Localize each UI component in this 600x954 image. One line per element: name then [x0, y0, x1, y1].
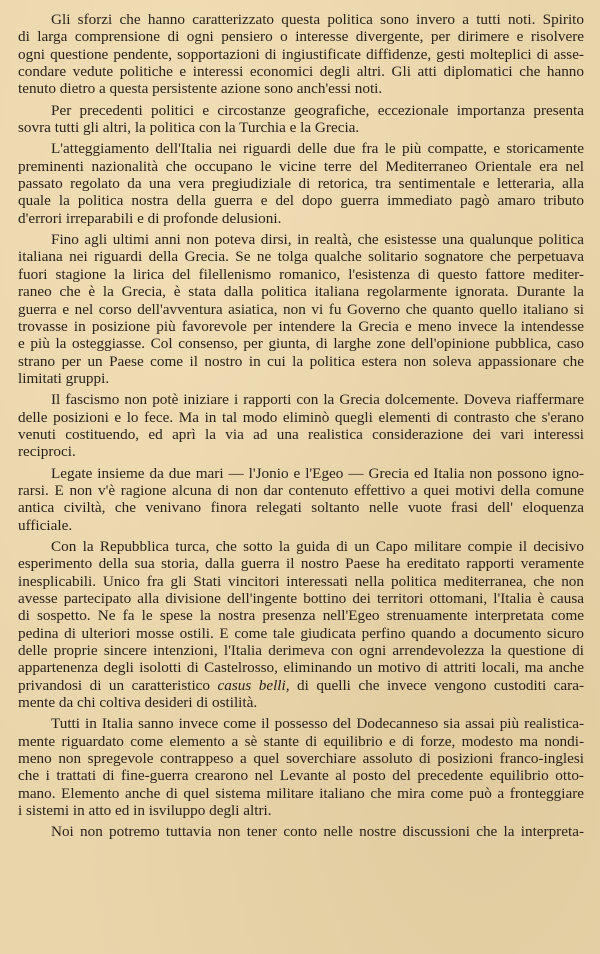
text-line: preminenti nazionalità che occupano le vicine terre del Mediterraneo Orientale era nel: [18, 157, 584, 175]
text-line: Legate insieme da due mari — l'Jonio e l'Egeo — Grecia ed Italia non possono igno-: [51, 464, 584, 482]
paragraph-2: [18, 102, 584, 137]
text-line: mente riguardato come elemento a sè stante di equilibrio e di forze, modesto ma nondi-: [18, 732, 584, 750]
text-line: Per precedenti politici e circostanze geografiche, eccezionale importanza presenta: [51, 101, 584, 119]
text-line: Tutti in Italia sanno invece come il possesso del Dodecanneso sia assai più realistica-: [51, 715, 584, 733]
paragraph-1: [18, 11, 584, 98]
text-line: che i trattati di fine-guerra crearono nel Levante al posto del precedente equilibrio otto-: [18, 767, 584, 785]
text-line: e più la osteggiasse. Col consenso, per giunta, di larghe zone dell'opinione pubblica, caso: [18, 335, 584, 353]
text-line: venuti costituendo, ed aprì la via ad una realistica considerazione dei vari interessi: [18, 425, 584, 443]
text-line: di larga comprensione di ogni pensiero o interesse divergente, per dirimere e risolvere: [18, 28, 584, 46]
text-line: pedina di ulteriori mosse ostili. E come tale giudicata perfino quando a documento sicuro: [18, 624, 584, 642]
text-line: antica civiltà, che venivano finora relegati soltanto nelle vuote frasi dell' eloquenza: [18, 499, 584, 517]
document-page: [18, 11, 584, 845]
paragraph-3: [18, 140, 584, 227]
text-line: rarsi. E non v'è ragione alcuna di non dar contenuto effettivo a quei motivi della comune: [18, 481, 584, 499]
paragraph-5: [18, 391, 584, 460]
text-line: meno non spregevole contrappeso a quel soverchiare assoluto di posizioni franco-inglesi: [18, 750, 584, 768]
text-line: mente da chi coltiva desideri di ostilità.: [18, 694, 258, 712]
text-line: fuori stagione la lirica del filellenismo romanico, l'esistenza di questo fattore mediter-: [18, 265, 584, 283]
text-line: trovasse in posizione più favorevole per intendere la Grecia e meno invece la intendesse: [18, 317, 584, 335]
text-line: guerra e nel corso dell'avventura asiatica, non vi fu Governo che quanto quello italiano si: [18, 300, 584, 318]
text-line: ufficiale.: [18, 516, 73, 534]
text-line: condare vedute politiche e interessi economici degli altri. Gli atti diplomatici che hanno: [18, 63, 584, 81]
text-line: limitati gruppi.: [18, 369, 110, 387]
text-line: Noi non potremo tuttavia non tener conto nelle nostre discussioni che la interpreta-: [51, 823, 584, 841]
italic-phrase: casus belli,: [217, 676, 290, 694]
text-line: mano. Elemento anche di quel sistema militare italiano che mira come può a fronteggiare: [18, 784, 584, 802]
text-line: tenuto dietro a questa persistente azione sono anch'essi noti.: [18, 80, 383, 98]
text-line: delle proprie sincere intenzioni, l'Italia derimeva con ogni arrendevolezza la questione di: [18, 642, 584, 660]
text-line: sovra tutti gli altri, la politica con la Turchia e la Grecia.: [18, 119, 360, 137]
text-segment: di quelli che invece vengono custoditi cara-: [289, 676, 584, 694]
text-line: Gli sforzi che hanno caratterizzato questa politica sono invero a tutti noti. Spirito: [51, 11, 584, 28]
text-line: quale la politica nostra della guerra e del dopo guerra immediato pagò amaro tributo: [18, 192, 584, 210]
text-line: raneo che è la Grecia, è stata dalla politica italiana regolarmente ignorata. Durante la: [18, 283, 584, 301]
text-line: ogni questione pendente, sopportazioni di ingiustificate diffidenze, gesti molteplici di asse-: [18, 45, 584, 63]
text-line: delle posizioni e lo fece. Ma in tal modo eliminò quegli elementi di contrasto che s'erano: [18, 408, 584, 426]
text-line: L'atteggiamento dell'Italia nei riguardi delle due fra le più compatte, e storicamente: [51, 140, 584, 158]
text-line: di sospetto. Ne fa le spese la nostra presenza nell'Egeo strenuamente interpretata come: [18, 607, 584, 625]
text-segment: privandosi di un caratteristico: [18, 676, 218, 694]
text-line: avesse partecipato alla divisione dell'ingente bottino dei territori ottomani, l'Italia è causa: [18, 590, 584, 607]
paragraph-9: [18, 823, 584, 840]
text-line: passato regolato da una vera pregiudiziale di retorica, tra sentimentale e letteraria, alla: [18, 175, 584, 193]
text-line: Fino agli ultimi anni non poteva dirsi, in realtà, che esistesse una qualunque politica: [51, 231, 584, 249]
text-line: reciproci.: [18, 443, 76, 461]
paragraph-8: [18, 715, 584, 819]
paragraph-7: [18, 538, 584, 711]
paragraph-6: [18, 465, 584, 534]
paragraph-4: [18, 231, 584, 387]
text-line: Con la Repubblica turca, che sotto la guida di un Capo militare compie il decisivo: [51, 537, 584, 555]
text-line-with-italic: [18, 677, 584, 694]
text-line: esperimento della sua storia, dalla guerra il nostro Paese ha ereditato rapporti veramente: [18, 555, 584, 573]
text-line: strano per un Paese come il nostro in cui la politica estera non soleva appassionare che: [18, 352, 584, 370]
text-line: italiana nei riguardi della Grecia. Se ne tolga qualche solitario sognatore che perpetuava: [18, 248, 584, 266]
text-line: Il fascismo non potè iniziare i rapporti con la Grecia dolcemente. Doveva riaffermare: [51, 391, 584, 409]
text-line: i sistemi in atto ed in isviluppo degli altri.: [18, 802, 272, 820]
text-line: appartenenza degli isolotti di Castelrosso, eliminando un motivo di attriti locali, ma anche: [18, 659, 584, 677]
text-line: d'errori irreparabili e di profonde delusioni.: [18, 209, 282, 227]
text-line: inesplicabili. Unico fra gli Stati vincitori interessati nella politica mediterranea, che non: [18, 572, 584, 590]
